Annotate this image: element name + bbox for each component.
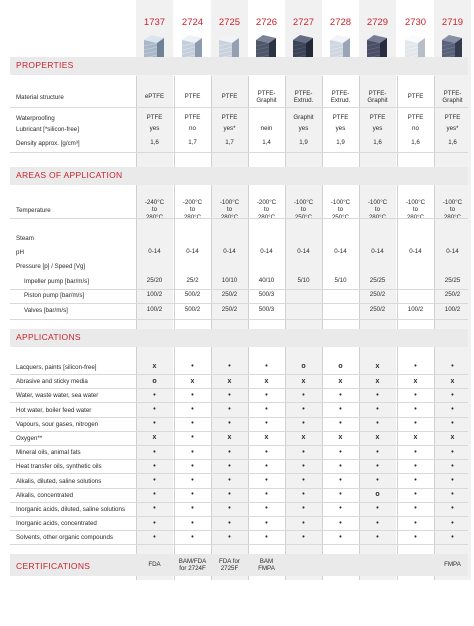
row-label: Alkalis, concentrated xyxy=(16,491,74,499)
table-cell: • xyxy=(153,462,156,470)
table-cell: x xyxy=(338,434,343,442)
table-cell: x xyxy=(301,434,306,442)
table-cell: • xyxy=(153,505,156,513)
row-label: Inorganic acids, diluted, saline solutions xyxy=(16,506,126,513)
table-cell: x xyxy=(227,434,232,442)
table-cell: 1,6 xyxy=(411,139,420,147)
column-number: 2728 xyxy=(329,17,352,28)
table-cell: • xyxy=(265,448,268,456)
table-cell: • xyxy=(414,420,417,428)
table-cell: • xyxy=(414,505,417,513)
table-cell: • xyxy=(191,434,194,442)
table-cell: • xyxy=(228,462,231,470)
row-divider xyxy=(10,303,468,304)
table-cell: 250/2 xyxy=(221,291,238,299)
table-cell: x xyxy=(301,377,306,385)
table-cell: • xyxy=(339,462,342,470)
table-cell: • xyxy=(339,406,342,413)
table-cell: x xyxy=(338,377,343,385)
table-cell: PTFE- Graphit xyxy=(367,89,388,104)
table-cell: • xyxy=(451,448,454,456)
table-cell: • xyxy=(414,363,417,371)
table-cell: 500/3 xyxy=(258,291,275,299)
row-label: Water, waste water, sea water xyxy=(16,392,99,400)
table-cell: x xyxy=(264,377,269,385)
row-label: Abrasive and sticky media xyxy=(16,378,88,386)
table-cell: yes* xyxy=(223,125,236,133)
table-cell: • xyxy=(376,406,379,413)
table-cell: 25/25 xyxy=(444,277,461,285)
column-number: 1737 xyxy=(143,17,166,28)
table-cell: • xyxy=(153,491,156,499)
table-cell: • xyxy=(302,519,305,527)
table-cell: • xyxy=(191,363,194,371)
table-cell: • xyxy=(376,477,379,484)
table-cell: PTFE xyxy=(407,114,424,121)
table-cell: • xyxy=(376,448,379,456)
table-cell: Graphit xyxy=(293,114,314,122)
table-cell: 1,6 xyxy=(150,139,159,147)
table-cell: no xyxy=(189,125,196,133)
row-divider xyxy=(10,459,468,460)
row-label: Impeller pump [bar/m/s] xyxy=(24,278,89,285)
table-cell: • xyxy=(376,505,379,513)
table-cell: • xyxy=(414,519,417,527)
table-cell: 100/2 xyxy=(146,306,163,314)
table-cell: yes xyxy=(372,125,383,133)
table-cell: 1,6 xyxy=(373,139,382,147)
table-cell: x xyxy=(375,434,380,442)
table-cell: • xyxy=(153,406,156,413)
table-cell: • xyxy=(191,462,194,470)
table-cell: 0-14 xyxy=(223,248,236,256)
row-divider xyxy=(10,107,468,108)
table-cell: • xyxy=(376,519,379,527)
row-label: Lubricant [*silicon-free] xyxy=(16,126,79,133)
table-cell: • xyxy=(376,462,379,470)
table-cell: PTFE xyxy=(184,114,201,121)
table-cell: • xyxy=(191,391,194,399)
table-cell: • xyxy=(265,462,268,470)
table-cell: • xyxy=(228,505,231,513)
table-cell: 1,7 xyxy=(188,139,197,147)
table-cell: 500/3 xyxy=(258,306,275,314)
row-label: Material structure xyxy=(16,94,64,101)
table-cell: 5/10 xyxy=(334,277,347,285)
row-divider xyxy=(10,402,468,403)
table-cell: • xyxy=(153,448,156,456)
table-cell: 0-14 xyxy=(297,248,310,256)
table-cell: -100°C to 280°C xyxy=(442,199,463,221)
row-label: Mineral oils, animal fats xyxy=(16,449,81,457)
row-label: Solvents, other organic compounds xyxy=(16,534,113,542)
row-divider xyxy=(10,218,468,219)
table-cell: • xyxy=(302,420,305,428)
row-divider xyxy=(10,431,468,432)
table-cell: yes xyxy=(298,125,309,133)
table-cell: 1,9 xyxy=(299,139,308,147)
section-title: PROPERTIES xyxy=(16,60,74,70)
column-number: 2719 xyxy=(441,17,464,28)
certification-cell: BAM/FDA for 2724F xyxy=(178,557,207,572)
table-cell: • xyxy=(228,420,231,428)
column-number: 2730 xyxy=(404,17,427,28)
table-cell: PTFE xyxy=(221,114,238,121)
table-cell: 40/10 xyxy=(258,277,275,285)
table-cell: • xyxy=(302,448,305,456)
table-cell: • xyxy=(451,420,454,428)
table-cell: nein xyxy=(260,125,273,133)
table-cell: • xyxy=(339,519,342,527)
table-cell: • xyxy=(339,420,342,428)
row-divider xyxy=(10,473,468,474)
table-cell: -100°C to 250°C xyxy=(293,199,314,221)
table-cell: 25/25 xyxy=(369,277,386,285)
table-cell: 1,4 xyxy=(262,139,271,147)
table-cell: • xyxy=(265,533,268,541)
table-cell: • xyxy=(414,406,417,413)
table-cell: • xyxy=(153,477,156,484)
table-cell: • xyxy=(191,406,194,413)
table-cell: • xyxy=(265,363,268,371)
row-label: Vapours, sour gases, nitrogen xyxy=(16,420,99,428)
column-number: 2726 xyxy=(255,17,278,28)
table-cell: PTFE xyxy=(444,114,461,121)
table-cell: o xyxy=(301,363,306,371)
row-divider xyxy=(10,488,468,489)
table-cell: • xyxy=(265,406,268,413)
table-cell: x xyxy=(152,434,157,442)
table-cell: • xyxy=(302,533,305,541)
column-number: 2729 xyxy=(366,17,389,28)
table-cell: • xyxy=(228,491,231,499)
table-cell: • xyxy=(302,477,305,484)
table-cell: • xyxy=(339,491,342,499)
table-cell: 250/2 xyxy=(369,306,386,314)
table-cell: • xyxy=(339,448,342,456)
table-cell: 1,9 xyxy=(336,139,345,147)
table-cell: • xyxy=(339,391,342,399)
column-number: 2724 xyxy=(181,17,204,28)
table-cell: PTFE xyxy=(184,93,201,101)
table-cell: • xyxy=(153,533,156,541)
table-cell: • xyxy=(153,420,156,428)
table-cell: 25/2 xyxy=(186,277,199,285)
table-cell: x xyxy=(450,434,455,442)
table-cell: o xyxy=(152,377,157,385)
table-cell: x xyxy=(190,377,195,385)
table-cell: • xyxy=(228,448,231,456)
row-label: pH xyxy=(16,249,24,256)
table-cell: • xyxy=(265,391,268,399)
table-cell: x xyxy=(264,434,269,442)
table-cell: PTFE xyxy=(221,93,238,101)
row-label: Oxygen** xyxy=(16,435,43,442)
table-cell: x xyxy=(227,377,232,385)
table-cell: -240°C to 280°C xyxy=(144,199,165,221)
table-cell: yes* xyxy=(446,125,459,133)
table-cell: PTFE xyxy=(332,114,349,121)
table-cell: • xyxy=(339,477,342,484)
row-label: Hot water, boiler feed water xyxy=(16,406,92,414)
table-cell: 0-14 xyxy=(260,248,273,256)
table-cell: • xyxy=(228,406,231,413)
table-cell: -200°C to 280°C xyxy=(256,199,277,221)
table-cell: x xyxy=(152,363,157,371)
table-cell: yes xyxy=(335,125,346,133)
table-cell: 10/10 xyxy=(221,277,238,285)
section-header-properties xyxy=(10,57,468,75)
table-cell: • xyxy=(265,420,268,428)
table-cell: • xyxy=(451,491,454,499)
table-cell: -100°C to 280°C xyxy=(405,199,426,221)
table-cell: • xyxy=(451,462,454,470)
table-cell: • xyxy=(376,420,379,428)
certification-cell: FDA xyxy=(148,561,161,569)
table-cell: • xyxy=(339,533,342,541)
table-cell: 0-14 xyxy=(186,248,199,256)
table-cell: • xyxy=(265,519,268,527)
table-cell: 0-14 xyxy=(334,248,347,256)
certification-cell: BAM FMPA xyxy=(258,557,275,572)
table-cell: • xyxy=(376,533,379,541)
row-label: Alkalis, diluted, saline solutions xyxy=(16,477,102,485)
table-cell: • xyxy=(302,462,305,470)
table-cell: x xyxy=(450,377,455,385)
certification-cell: FDA for 2725F xyxy=(219,557,240,572)
table-cell: PTFE- Graphit xyxy=(442,89,463,104)
table-cell: • xyxy=(451,519,454,527)
table-cell: x xyxy=(375,363,380,371)
table-cell: • xyxy=(451,533,454,541)
table-cell: x xyxy=(413,377,418,385)
section-header-areas xyxy=(10,167,468,185)
table-cell: yes xyxy=(149,125,160,133)
column-number: 2727 xyxy=(292,17,315,28)
table-cell: 25/20 xyxy=(146,277,163,285)
table-cell: o xyxy=(375,491,380,499)
row-divider xyxy=(10,417,468,418)
table-cell: • xyxy=(228,391,231,399)
table-cell: 0-14 xyxy=(148,248,161,256)
table-cell: 1,6 xyxy=(448,139,457,147)
certification-cell: FMPA xyxy=(444,561,461,569)
row-divider xyxy=(10,289,468,290)
table-cell: -100°C to 280°C xyxy=(367,199,388,221)
table-cell: 100/2 xyxy=(407,306,424,314)
table-cell: PTFE- Extrud. xyxy=(330,89,351,104)
table-cell: • xyxy=(265,477,268,484)
table-cell: • xyxy=(228,533,231,541)
table-cell: 0-14 xyxy=(409,248,422,256)
table-cell: • xyxy=(191,519,194,527)
table-cell: • xyxy=(302,391,305,399)
table-cell: • xyxy=(302,406,305,413)
table-cell: PTFE xyxy=(407,93,424,101)
table-cell: • xyxy=(302,505,305,513)
table-cell: 250/2 xyxy=(369,291,386,299)
table-cell: x xyxy=(375,377,380,385)
table-cell: • xyxy=(153,391,156,399)
table-cell: • xyxy=(339,505,342,513)
table-cell: • xyxy=(414,462,417,470)
table-cell: PTFE xyxy=(146,114,163,121)
table-cell: • xyxy=(302,491,305,499)
table-cell: • xyxy=(191,505,194,513)
row-divider xyxy=(10,445,468,446)
table-cell: x xyxy=(413,434,418,442)
section-header-applications xyxy=(10,329,468,347)
row-divider xyxy=(10,319,468,320)
table-cell: -200°C to 280°C xyxy=(182,199,203,221)
row-label: Temperature xyxy=(16,207,51,214)
table-cell: ePTFE xyxy=(144,93,165,101)
table-cell: • xyxy=(451,505,454,513)
table-cell: • xyxy=(376,391,379,399)
table-cell: • xyxy=(414,477,417,484)
table-cell: PTFE- Graphit xyxy=(256,89,277,104)
table-cell: 100/2 xyxy=(146,291,163,299)
table-cell: -100°C to 250°C xyxy=(330,199,351,221)
table-cell: • xyxy=(228,519,231,527)
table-cell: • xyxy=(451,391,454,399)
table-cell: • xyxy=(414,391,417,399)
table-cell: • xyxy=(228,363,231,371)
table-cell: no xyxy=(412,125,419,133)
row-label: Lacquers, paints [silicon-free] xyxy=(16,364,97,371)
row-label: Valves [bar/m/s] xyxy=(24,307,68,314)
table-cell: • xyxy=(265,505,268,513)
table-cell: 250/2 xyxy=(221,306,238,314)
table-cell: • xyxy=(414,448,417,456)
table-cell: 1,7 xyxy=(225,139,234,147)
table-cell: • xyxy=(153,519,156,527)
table-cell: • xyxy=(191,448,194,456)
row-label: Inorganic acids, concentrated xyxy=(16,520,97,528)
section-title: APPLICATIONS xyxy=(16,332,81,342)
table-cell: 250/2 xyxy=(444,291,461,299)
row-divider xyxy=(10,502,468,503)
column-number: 2725 xyxy=(218,17,241,28)
table-cell: • xyxy=(191,533,194,541)
table-cell: PTFE xyxy=(369,114,386,121)
row-label: Pressure [p] / Speed [Vg] xyxy=(16,263,86,270)
table-cell: • xyxy=(451,406,454,413)
row-label: Piston pump [bar/m/s] xyxy=(24,292,85,299)
row-label: Density approx. [g/cm³] xyxy=(16,140,80,147)
table-cell: • xyxy=(228,477,231,484)
table-cell: • xyxy=(451,477,454,484)
table-cell: 100/2 xyxy=(444,306,461,314)
table-cell: 500/2 xyxy=(184,306,201,314)
table-cell: 5/10 xyxy=(297,277,310,285)
table-cell: o xyxy=(338,363,343,371)
table-cell: PTFE- Extrud. xyxy=(293,89,314,104)
row-label: Waterproofing xyxy=(16,115,55,122)
table-cell: 0-14 xyxy=(446,248,459,256)
section-title: CERTIFICATIONS xyxy=(16,561,91,571)
table-cell: • xyxy=(191,491,194,499)
row-divider xyxy=(10,152,468,153)
table-cell: -100°C to 280°C xyxy=(219,199,240,221)
table-cell: • xyxy=(414,533,417,541)
row-divider xyxy=(10,544,468,545)
table-cell: • xyxy=(191,420,194,428)
row-label: Heat transfer oils, synthetic oils xyxy=(16,463,102,471)
table-cell: • xyxy=(265,491,268,499)
row-divider xyxy=(10,374,468,375)
table-cell: • xyxy=(191,477,194,484)
section-title: AREAS OF APPLICATION xyxy=(16,170,123,180)
table-cell: • xyxy=(451,363,454,371)
row-divider xyxy=(10,516,468,517)
row-label: Steam xyxy=(16,235,34,242)
row-divider xyxy=(10,388,468,389)
row-divider xyxy=(10,530,468,531)
table-cell: 500/2 xyxy=(184,291,201,299)
table-cell: 0-14 xyxy=(371,248,384,256)
table-cell: • xyxy=(414,491,417,499)
